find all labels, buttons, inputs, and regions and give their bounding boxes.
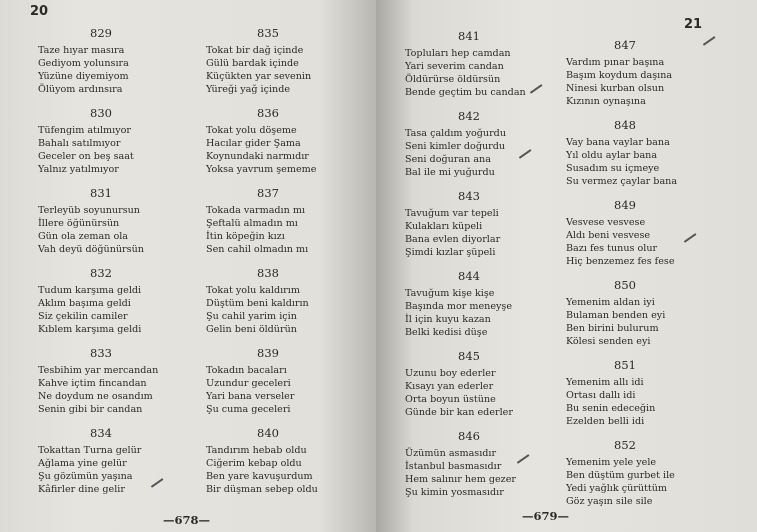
- verse-line: Günde bir kan ederler: [405, 407, 513, 418]
- poem-column: [405, 29, 533, 509]
- verse-line: Yüzüne diyemiyom: [38, 71, 129, 82]
- verse-line: Yıl oldu aylar bana: [566, 150, 658, 161]
- verse-line: Başım koydum daşına: [566, 70, 673, 81]
- verse-line: Gediyom yolunsıra: [38, 58, 129, 69]
- poem-stanza: [405, 269, 533, 349]
- poem-stanza: [38, 346, 164, 426]
- verse-line: Seni doğuran ana: [405, 154, 491, 165]
- verse-line: Tokattan Turna gelür: [38, 445, 142, 456]
- verse-line: Koynundaki narmıdır: [206, 151, 309, 162]
- verse-line: Gülü bardak içinde: [206, 58, 299, 69]
- verse-line: Ezelden belli idi: [566, 416, 645, 427]
- verse-line: Orta boyun üstüne: [405, 394, 496, 405]
- folio-number: —678—: [163, 513, 211, 527]
- verse-line: İllere öğünürsün: [38, 218, 120, 229]
- verse-line: Tasa çaldım yoğurdu: [405, 128, 507, 139]
- verse-line: Bulaman benden eyi: [566, 310, 666, 321]
- folio-number: —679—: [522, 509, 570, 523]
- verse-line: Kısayı yan ederler: [405, 381, 494, 392]
- poem-stanza: [38, 106, 164, 186]
- stanza-number: 851: [614, 358, 636, 372]
- verse-line: Yemenim yele yele: [566, 457, 657, 468]
- stanza-number: 840: [257, 426, 279, 440]
- verse-line: Bir düşman sebep oldu: [206, 484, 318, 495]
- poem-stanza: [405, 429, 533, 509]
- verse-line: Terleyüb soyunursun: [38, 205, 140, 216]
- stanza-number: 842: [458, 109, 480, 123]
- page-number: 20: [30, 4, 49, 19]
- verse-line: Taze hıyar masıra: [38, 45, 125, 56]
- verse-line: İtin köpeğin kızı: [206, 231, 285, 242]
- verse-line: Tokat yolu döşeme: [206, 125, 297, 136]
- verse-line: Yemenim aldan iyi: [566, 297, 655, 308]
- verse-line: Siz çekilin camiler: [38, 311, 128, 322]
- poem-stanza: [405, 29, 533, 109]
- poem-stanza: [38, 426, 164, 506]
- verse-line: Ninesi kurban olsun: [566, 83, 665, 94]
- stanza-number: 829: [90, 26, 112, 40]
- pencil-mark: [703, 36, 715, 45]
- verse-line: Tokat yolu kaldırım: [206, 285, 300, 296]
- verse-line: Başında mor meneyşe: [405, 301, 513, 312]
- verse-line: Tandırım hebab oldu: [206, 445, 307, 456]
- poem-stanza: [206, 266, 330, 346]
- verse-line: Geceler on beş saat: [38, 151, 134, 162]
- verse-line: Göz yaşın sile sile: [566, 496, 653, 507]
- poem-stanza: [405, 109, 533, 189]
- stanza-number: 846: [458, 429, 480, 443]
- poem-stanza: [206, 106, 330, 186]
- verse-line: Bahalı satılmıyor: [38, 138, 121, 149]
- verse-line: Hacılar gider Şama: [206, 138, 301, 149]
- verse-line: Bana evlen diyorlar: [405, 234, 501, 245]
- stanza-number: 834: [90, 426, 112, 440]
- verse-line: Vesvese vesvese: [566, 217, 646, 228]
- poem-column: [566, 38, 684, 518]
- poem-stanza: [566, 278, 684, 358]
- verse-line: İstanbul basmasıdır: [405, 461, 502, 472]
- verse-line: Hem salınır hem gezer: [405, 474, 516, 485]
- verse-line: Tokadın bacaları: [206, 365, 287, 376]
- verse-line: Şu kimin yosmasıdır: [405, 487, 504, 498]
- stanza-number: 832: [90, 266, 112, 280]
- verse-line: Vardım pınar başına: [566, 57, 665, 68]
- stanza-number: 831: [90, 186, 112, 200]
- stanza-number: 852: [614, 438, 636, 452]
- verse-line: Aklım başıma geldi: [38, 298, 131, 309]
- verse-line: İl için kuyu kazan: [405, 314, 491, 325]
- page-number: 21: [684, 17, 703, 32]
- verse-line: Yemenim allı idi: [566, 377, 644, 388]
- verse-line: Uzunu boy ederler: [405, 368, 496, 379]
- verse-line: Ağlama yine gelür: [38, 458, 127, 469]
- verse-line: Susadım su içmeye: [566, 163, 660, 174]
- stanza-number: 836: [257, 106, 279, 120]
- verse-line: Ben birini bulurum: [566, 323, 659, 334]
- verse-line: Ne doydum ne osandım: [38, 391, 153, 402]
- verse-line: Vah deyü döğünürsün: [38, 244, 144, 255]
- poem-stanza: [206, 186, 330, 266]
- verse-line: Üzümün asmasıdır: [405, 448, 497, 459]
- left-page: [0, 0, 376, 532]
- poem-stanza: [405, 349, 533, 429]
- stanza-number: 838: [257, 266, 279, 280]
- verse-line: Su vermez çaylar bana: [566, 176, 678, 187]
- stanza-number: 848: [614, 118, 636, 132]
- verse-line: Ciğerim kebap oldu: [206, 458, 302, 469]
- verse-line: Şu gözümün yaşına: [38, 471, 133, 482]
- verse-line: Şeftalü almadın mı: [206, 218, 298, 229]
- verse-line: Öldürürse öldürsün: [405, 74, 501, 85]
- verse-line: Bu senin edeceğin: [566, 403, 656, 414]
- verse-line: Belki kedisi düşe: [405, 327, 488, 338]
- poem-stanza: [566, 358, 684, 438]
- poem-stanza: [38, 186, 164, 266]
- poem-stanza: [206, 26, 330, 106]
- verse-line: Tavuğum kişe kişe: [405, 288, 495, 299]
- stanza-number: 839: [257, 346, 279, 360]
- verse-line: Kıblem karşıma geldi: [38, 324, 142, 335]
- stanza-number: 830: [90, 106, 112, 120]
- verse-line: Tavuğum var tepeli: [405, 208, 499, 219]
- verse-line: Küçükten yar sevenin: [206, 71, 312, 82]
- verse-line: Yüreği yağ içinde: [206, 84, 291, 95]
- verse-line: Gelin beni öldürün: [206, 324, 297, 335]
- verse-line: Kahve içtim fincandan: [38, 378, 147, 389]
- poem-stanza: [38, 266, 164, 346]
- pencil-mark: [684, 233, 696, 242]
- verse-line: Senin gibi bir candan: [38, 404, 143, 415]
- poem-stanza: [566, 38, 684, 118]
- verse-line: Ben düştüm gurbet ile: [566, 470, 675, 481]
- verse-line: Yari bana verseler: [206, 391, 295, 402]
- verse-line: Vay bana vaylar bana: [566, 137, 670, 148]
- verse-line: Ben yare kavuşurdum: [206, 471, 313, 482]
- stanza-number: 843: [458, 189, 480, 203]
- verse-line: Düştüm beni kaldırın: [206, 298, 309, 309]
- verse-line: Bazı fes tunus olur: [566, 243, 658, 254]
- verse-line: Kızının oynaşına: [566, 96, 646, 107]
- stanza-number: 837: [257, 186, 279, 200]
- stanza-number: 844: [458, 269, 480, 283]
- verse-line: Yedi yağlık çürüttüm: [566, 483, 668, 494]
- verse-line: Şu cuma geceleri: [206, 404, 291, 415]
- stanza-number: 841: [458, 29, 480, 43]
- poem-stanza: [405, 189, 533, 269]
- verse-line: Yalnız yatılmıyor: [38, 164, 119, 175]
- verse-line: Topluları hep camdan: [405, 48, 511, 59]
- verse-line: Kölesi senden eyi: [566, 336, 651, 347]
- verse-line: Gün ola zeman ola: [38, 231, 129, 242]
- verse-line: Yari severim candan: [405, 61, 504, 72]
- verse-line: Aldı beni vesvese: [566, 230, 651, 241]
- verse-line: Sen cahil olmadın mı: [206, 244, 309, 255]
- verse-line: Kâfirler dine gelir: [38, 484, 125, 495]
- poem-stanza: [206, 346, 330, 426]
- verse-line: Tüfengim atılmıyor: [38, 125, 132, 136]
- poem-stanza: [566, 118, 684, 198]
- stanza-number: 835: [257, 26, 279, 40]
- verse-line: Şimdi kızlar şüpeli: [405, 247, 496, 258]
- verse-line: Tesbihim yar mercandan: [38, 365, 159, 376]
- verse-line: Kulakları küpeli: [405, 221, 483, 232]
- verse-line: Tokada varmadın mı: [206, 205, 306, 216]
- verse-line: Bende geçtim bu candan: [405, 87, 526, 98]
- poem-column: [206, 26, 330, 506]
- verse-line: Seni kimler doğurdu: [405, 141, 506, 152]
- stanza-number: 849: [614, 198, 636, 212]
- verse-line: Hiç benzemez fes fese: [566, 256, 675, 267]
- verse-line: Yoksa yavrum şememe: [206, 164, 317, 175]
- poem-column: [38, 26, 164, 506]
- verse-line: Uzundur geceleri: [206, 378, 291, 389]
- stanza-number: 833: [90, 346, 112, 360]
- stanza-number: 845: [458, 349, 480, 363]
- verse-line: Tudum karşıma geldi: [38, 285, 142, 296]
- verse-line: Ölüyom ardınsıra: [38, 84, 123, 95]
- poem-stanza: [206, 426, 330, 506]
- verse-line: Ortası dallı idi: [566, 390, 636, 401]
- poem-stanza: [566, 198, 684, 278]
- stanza-number: 850: [614, 278, 636, 292]
- poem-stanza: [566, 438, 684, 518]
- stanza-number: 847: [614, 38, 636, 52]
- poem-stanza: [38, 26, 164, 106]
- right-page: [376, 0, 757, 532]
- verse-line: Bal ile mi yuğurdu: [405, 167, 495, 178]
- verse-line: Tokat bir dağ içinde: [206, 45, 304, 56]
- verse-line: Şu cahil yarim için: [206, 311, 297, 322]
